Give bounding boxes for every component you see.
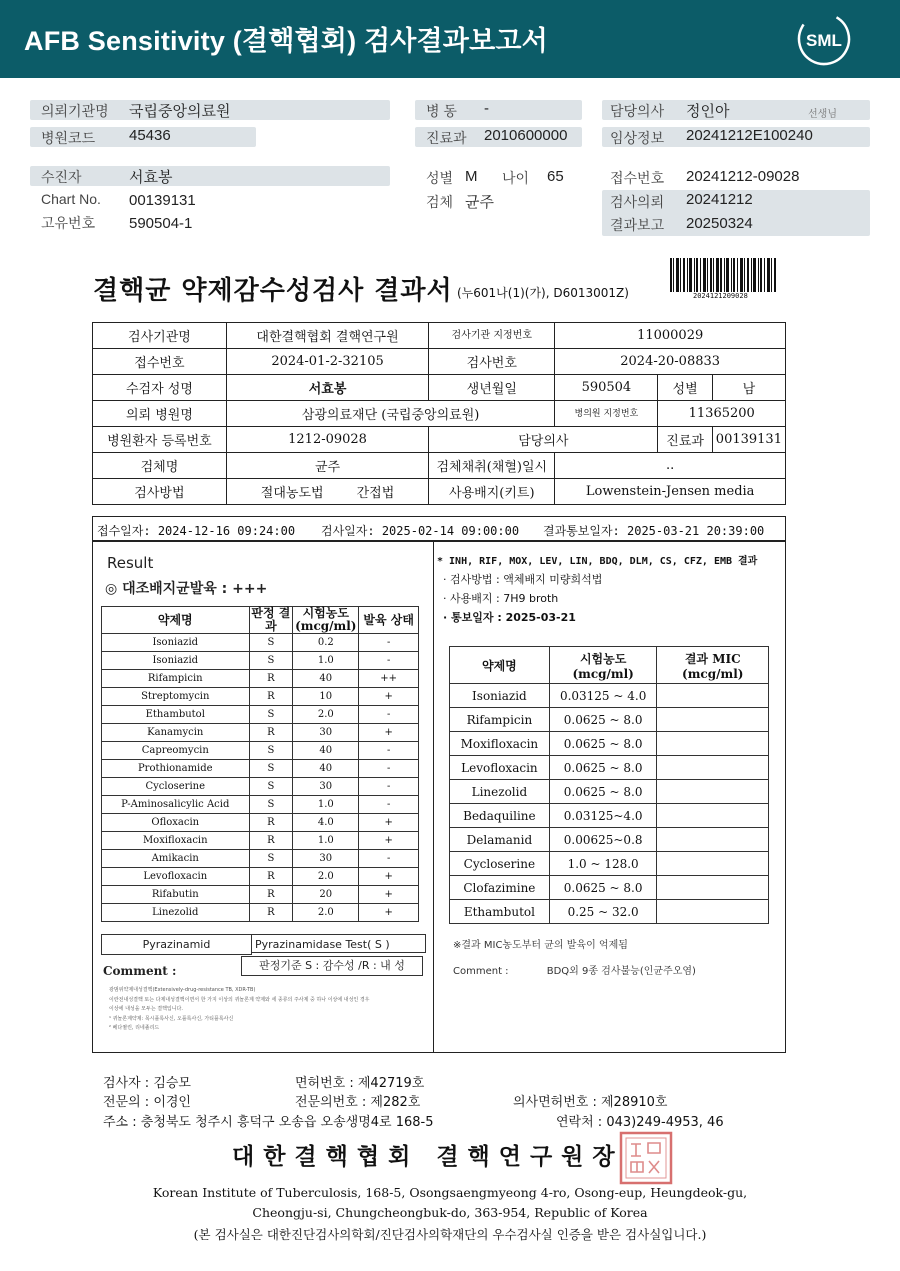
- drug-conc: 40: [293, 760, 359, 778]
- institute-name: 대한결핵협회 결핵연구원장: [232, 1144, 624, 1170]
- drug-conc: 1.0: [293, 832, 359, 850]
- mic-name: Ethambutol: [450, 900, 550, 924]
- official-seal-icon: [618, 1130, 674, 1186]
- drug-conc: 2.0: [293, 904, 359, 922]
- mic-mic: [657, 852, 769, 876]
- cell: 검사번호: [429, 349, 555, 375]
- pyrazinamid-result: Pyrazinamidase Test( S ): [251, 934, 426, 953]
- mic-name: Linezolid: [450, 780, 550, 804]
- report-document: [0, 250, 900, 1271]
- drug-table-header: 시험농도 (mcg/ml): [293, 607, 359, 634]
- comment-note-line: 이란전내성결핵 또는 다제내성결핵이면서 한 가지 이상의 퀴놀론계 약제와 세 종류의 주사제 중 하나 이상에 내성인 경우: [109, 996, 370, 1003]
- drug-row: [102, 814, 419, 832]
- drug-growth: -: [359, 742, 419, 760]
- svg-text:SML: SML: [806, 31, 842, 50]
- certification-note: (본 검사실은 대한진단검사의학회/진단검사의학재단의 우수검사실 인증을 받은 검사실입니다.): [193, 1227, 707, 1242]
- drug-conc: 30: [293, 778, 359, 796]
- header-bar: [0, 0, 900, 78]
- drug-conc: 30: [293, 850, 359, 868]
- drug-name: P-Aminosalicylic Acid: [102, 796, 250, 814]
- comment-note-line: ² 베다퀼린, 리네졸리드: [109, 1025, 160, 1031]
- cell: 검체채취(채혈)일시: [429, 453, 555, 479]
- drug-result: R: [249, 886, 293, 904]
- cell: 검사기관 지정번호: [429, 323, 555, 349]
- drug-growth: +: [359, 688, 419, 706]
- drug-name: Rifabutin: [102, 886, 250, 904]
- sex-label: 성별: [426, 170, 454, 186]
- drug-result: S: [249, 706, 293, 724]
- specialist: 전문의 : 이경인: [103, 1095, 191, 1110]
- chart-value: 00139131: [129, 192, 196, 209]
- clinical-label: 임상정보: [610, 130, 665, 146]
- mic-mic: [657, 684, 769, 708]
- drug-growth: +: [359, 814, 419, 832]
- mic-mic: [657, 900, 769, 924]
- criteria: 판정기준 S : 감수성 /R : 내 성: [241, 956, 423, 976]
- mic-panel: [433, 542, 785, 1052]
- drug-conc: 40: [293, 742, 359, 760]
- mic-note: ※결과 MIC농도부터 균의 발육이 억제됨: [453, 940, 628, 951]
- drug-row: [102, 886, 419, 904]
- mic-row: [450, 684, 769, 708]
- drug-row: [102, 832, 419, 850]
- barcode-number: 2024121209028: [693, 292, 748, 300]
- info-bar: [30, 166, 390, 186]
- comment-notes: [109, 986, 425, 1034]
- dates-row: [92, 516, 786, 541]
- drug-result: S: [249, 760, 293, 778]
- cell: 1212-09028: [226, 427, 428, 453]
- drug-growth: -: [359, 652, 419, 670]
- drug-name: Streptomycin: [102, 688, 250, 706]
- doctor-suffix: 선생님: [808, 109, 837, 120]
- unique-label: 고유번호: [41, 215, 96, 231]
- drug-growth: +: [359, 886, 419, 904]
- sex-value: M: [465, 168, 478, 185]
- hospital-code-value: 45436: [129, 127, 171, 144]
- drug-name: Cycloserine: [102, 778, 250, 796]
- address: 주소 : 충청북도 청주시 흥덕구 오송읍 오송생명4로 168-5: [103, 1115, 434, 1130]
- mic-mic: [657, 804, 769, 828]
- ward-label: 병 동: [426, 103, 457, 119]
- mic-range: 0.0625 ~ 8.0: [549, 780, 657, 804]
- cell: 검체명: [93, 453, 227, 479]
- mic-table-header: 약제명: [450, 647, 550, 684]
- mic-table-header: 시험농도 (mcg/ml): [549, 647, 657, 684]
- comment-note-line: 이상에 내성을 모두는 결핵입니다.: [109, 1006, 183, 1012]
- doctor-value: 정인아: [686, 103, 730, 120]
- result-box: [92, 541, 786, 1053]
- drug-name: Linezolid: [102, 904, 250, 922]
- mic-name: Rifampicin: [450, 708, 550, 732]
- control-growth: ◎ 대조배지균발육 : +++: [105, 581, 268, 597]
- drug-conc: 20: [293, 886, 359, 904]
- drug-table-header: 발육 상태: [359, 607, 419, 634]
- institution-label: 의뢰기관명: [41, 103, 109, 119]
- cell: 검사기관명: [93, 323, 227, 349]
- dept-value: 2010600000: [484, 127, 568, 144]
- cell: 590504: [555, 375, 658, 401]
- mic-row: [450, 900, 769, 924]
- result-title: Result: [107, 554, 154, 572]
- drug-growth: -: [359, 706, 419, 724]
- drug-growth: -: [359, 796, 419, 814]
- mic-date: · 통보일자 : 2025-03-21: [443, 611, 576, 624]
- drug-row: [102, 670, 419, 688]
- drug-conc: 30: [293, 724, 359, 742]
- unique-value: 590504-1: [129, 215, 193, 232]
- mic-range: 0.03125 ~ 4.0: [549, 684, 657, 708]
- cell: 대한결핵협회 결핵연구원: [226, 323, 428, 349]
- clinical-value: 20241212E100240: [686, 127, 813, 144]
- cell: 2024-01-2-32105: [226, 349, 428, 375]
- report-label: 결과보고: [610, 217, 665, 233]
- mic-row: [450, 780, 769, 804]
- drug-growth: +: [359, 904, 419, 922]
- cell: 11365200: [658, 401, 786, 427]
- institution-value: 국립중앙의료원: [129, 103, 231, 120]
- drug-conc: 1.0: [293, 652, 359, 670]
- drug-growth: -: [359, 850, 419, 868]
- mic-comment-label: Comment :: [453, 966, 509, 977]
- mic-name: Delamanid: [450, 828, 550, 852]
- mic-method: · 검사방법 : 액체배지 미량희석법: [443, 573, 603, 586]
- drug-growth: ++: [359, 670, 419, 688]
- drug-result: R: [249, 868, 293, 886]
- mic-info: [443, 570, 602, 627]
- specimen-label: 검체: [426, 194, 454, 210]
- mic-media: · 사용배지 : 7H9 broth: [443, 592, 559, 605]
- drug-name: Prothionamide: [102, 760, 250, 778]
- mic-row: [450, 804, 769, 828]
- ward-value: -: [484, 100, 489, 117]
- drug-conc: 2.0: [293, 868, 359, 886]
- age-label: 나이: [502, 170, 530, 186]
- pyrazinamid-row: [101, 934, 427, 954]
- notify-date: 결과통보일자: 2025-03-21 20:39:00: [543, 524, 765, 538]
- cell: 수검자 성명: [93, 375, 227, 401]
- comment-note-line: ¹ 퀴놀론계약제: 목시플록사신, 오플록사신, 가티플록사신: [109, 1015, 234, 1022]
- cell: 병의원 지정번호: [555, 401, 658, 427]
- drug-row: [102, 760, 419, 778]
- drug-name: Ofloxacin: [102, 814, 250, 832]
- drug-result: S: [249, 634, 293, 652]
- receipt-label: 접수번호: [610, 170, 665, 186]
- cell: 진료과: [658, 427, 712, 453]
- mic-mic: [657, 876, 769, 900]
- receipt-value: 20241212-09028: [686, 168, 800, 185]
- mic-comment: [453, 962, 696, 977]
- doctor-license: 의사면허번호 : 제28910호: [513, 1095, 668, 1110]
- drug-name: Amikacin: [102, 850, 250, 868]
- address-en-2: Cheongju-si, Chungcheongbuk-do, 363-954, Republic of Korea: [252, 1205, 648, 1220]
- mic-range: 0.0625 ~ 8.0: [549, 876, 657, 900]
- drug-result: R: [249, 832, 293, 850]
- mic-name: Levofloxacin: [450, 756, 550, 780]
- drug-result: S: [249, 850, 293, 868]
- receipt-date: 접수일자: 2024-12-16 09:24:00: [97, 524, 296, 538]
- drug-result: S: [249, 652, 293, 670]
- cell: 서효봉: [226, 375, 428, 401]
- mic-range: 0.0625 ~ 8.0: [549, 732, 657, 756]
- cell: 사용배지(키트): [429, 479, 555, 505]
- drug-name: Isoniazid: [102, 652, 250, 670]
- drug-result: R: [249, 670, 293, 688]
- cell: [226, 479, 428, 505]
- cell: 11000029: [555, 323, 786, 349]
- drug-name: Ethambutol: [102, 706, 250, 724]
- drug-conc: 4.0: [293, 814, 359, 832]
- cell: 의뢰 병원명: [93, 401, 227, 427]
- cell: 병원환자 등록번호: [93, 427, 227, 453]
- report-info-table: [92, 322, 786, 505]
- mic-mic: [657, 732, 769, 756]
- mic-range: 0.0625 ~ 8.0: [549, 756, 657, 780]
- drug-result: S: [249, 796, 293, 814]
- tester-license: 면허번호 : 제42719호: [295, 1076, 425, 1091]
- cell: 00139131: [712, 427, 785, 453]
- drug-result: R: [249, 814, 293, 832]
- drug-growth: +: [359, 868, 419, 886]
- drug-growth: +: [359, 724, 419, 742]
- drug-conc: 2.0: [293, 706, 359, 724]
- specialist-license: 전문의번호 : 제282호: [295, 1095, 421, 1110]
- drug-name: Kanamycin: [102, 724, 250, 742]
- drug-name: Isoniazid: [102, 634, 250, 652]
- mic-row: [450, 708, 769, 732]
- drug-name: Rifampicin: [102, 670, 250, 688]
- doctor-label: 담당의사: [610, 103, 665, 119]
- pyrazinamid-label: Pyrazinamid: [101, 934, 252, 955]
- drug-growth: -: [359, 778, 419, 796]
- drug-row: [102, 742, 419, 760]
- report-title: 결핵균 약제감수성검사 결과서: [93, 276, 453, 306]
- drug-table-header: 약제명: [102, 607, 250, 634]
- mic-row: [450, 732, 769, 756]
- cell: 균주: [226, 453, 428, 479]
- cell: 삼광의료재단 (국립중앙의료원): [226, 401, 554, 427]
- mic-range: 1.0 ~ 128.0: [549, 852, 657, 876]
- mic-name: Isoniazid: [450, 684, 550, 708]
- mic-row: [450, 756, 769, 780]
- page-title: AFB Sensitivity (결핵협회) 검사결과보고서: [24, 26, 548, 56]
- mic-mic: [657, 828, 769, 852]
- drug-row: [102, 850, 419, 868]
- cell: ..: [555, 453, 786, 479]
- cell: 남: [712, 375, 785, 401]
- drug-name: Moxifloxacin: [102, 832, 250, 850]
- report-subtitle: (누601나(1)(가), D6013001Z): [457, 286, 629, 300]
- drug-row: [102, 868, 419, 886]
- drug-row: [102, 706, 419, 724]
- mic-header: * INH, RIF, MOX, LEV, LIN, BDQ, DLM, CS, CFZ, EMB 결과: [437, 556, 758, 567]
- mic-row: [450, 852, 769, 876]
- mic-name: Clofazimine: [450, 876, 550, 900]
- contact: 연락처 : 043)249-4953, 46: [556, 1115, 724, 1130]
- mic-mic: [657, 756, 769, 780]
- method2: 간접법: [356, 486, 395, 501]
- drug-conc: 10: [293, 688, 359, 706]
- test-date: 검사일자: 2025-02-14 09:00:00: [321, 524, 520, 538]
- drug-result: R: [249, 724, 293, 742]
- drug-result: S: [249, 778, 293, 796]
- method1: 절대농도법: [260, 486, 324, 501]
- cell: 담당의사: [429, 427, 658, 453]
- age-value: 65: [547, 168, 564, 185]
- drug-name: Levofloxacin: [102, 868, 250, 886]
- drug-row: [102, 652, 419, 670]
- mic-name: Moxifloxacin: [450, 732, 550, 756]
- tester: 검사자 : 김승모: [103, 1076, 191, 1091]
- cell: 생년월일: [429, 375, 555, 401]
- drug-row: [102, 724, 419, 742]
- drug-conc: 0.2: [293, 634, 359, 652]
- mic-mic: [657, 708, 769, 732]
- mic-table: [449, 646, 769, 924]
- mic-row: [450, 828, 769, 852]
- examinee-value: 서효봉: [129, 169, 173, 186]
- specimen-value: 균주: [465, 194, 494, 211]
- mic-name: Cycloserine: [450, 852, 550, 876]
- report-value: 20250324: [686, 215, 753, 232]
- mic-name: Bedaquiline: [450, 804, 550, 828]
- drug-conc: 1.0: [293, 796, 359, 814]
- mic-mic: [657, 780, 769, 804]
- mic-row: [450, 876, 769, 900]
- hospital-code-label: 병원코드: [41, 130, 96, 146]
- drug-name: Capreomycin: [102, 742, 250, 760]
- dept-label: 진료과: [426, 130, 467, 146]
- cell: Lowenstein-Jensen media: [555, 479, 786, 505]
- mic-range: 0.00625~0.8: [549, 828, 657, 852]
- drug-result: R: [249, 904, 293, 922]
- sml-logo-icon: [796, 11, 852, 67]
- cell: 접수번호: [93, 349, 227, 375]
- barcode-icon: [670, 258, 778, 294]
- request-value: 20241212: [686, 191, 753, 208]
- comment-note-line: 광범위약제내성결핵(Extensively-drug-resistance TB, XDR-TB): [109, 987, 256, 993]
- drug-table-header: 판정 결과: [249, 607, 293, 634]
- cell: 성별: [658, 375, 712, 401]
- cell: 2024-20-08833: [555, 349, 786, 375]
- address-en-1: Korean Institute of Tuberculosis, 168-5, Osongsaengmyeong 4-ro, Osong-eup, Heungdeok-gu,: [152, 1185, 748, 1200]
- result-left-panel: [93, 542, 434, 1052]
- mic-comment-text: BDQ외 9종 검사불능(인균주오염): [546, 966, 696, 977]
- drug-growth: -: [359, 760, 419, 778]
- mic-range: 0.25 ~ 32.0: [549, 900, 657, 924]
- drug-row: [102, 634, 419, 652]
- drug-row: [102, 904, 419, 922]
- drug-result: R: [249, 688, 293, 706]
- drug-growth: +: [359, 832, 419, 850]
- drug-conc: 40: [293, 670, 359, 688]
- drug-row: [102, 796, 419, 814]
- drug-row: [102, 778, 419, 796]
- mic-range: 0.0625 ~ 8.0: [549, 708, 657, 732]
- mic-table-header: 결과 MIC (mcg/ml): [657, 647, 769, 684]
- chart-label: Chart No.: [41, 191, 101, 207]
- drug-table: [101, 606, 419, 922]
- cell: 검사방법: [93, 479, 227, 505]
- examinee-label: 수진자: [41, 169, 82, 185]
- drug-growth: -: [359, 634, 419, 652]
- comment-label: Comment :: [103, 964, 177, 978]
- drug-result: S: [249, 742, 293, 760]
- drug-row: [102, 688, 419, 706]
- request-label: 검사의뢰: [610, 194, 665, 210]
- mic-range: 0.03125~4.0: [549, 804, 657, 828]
